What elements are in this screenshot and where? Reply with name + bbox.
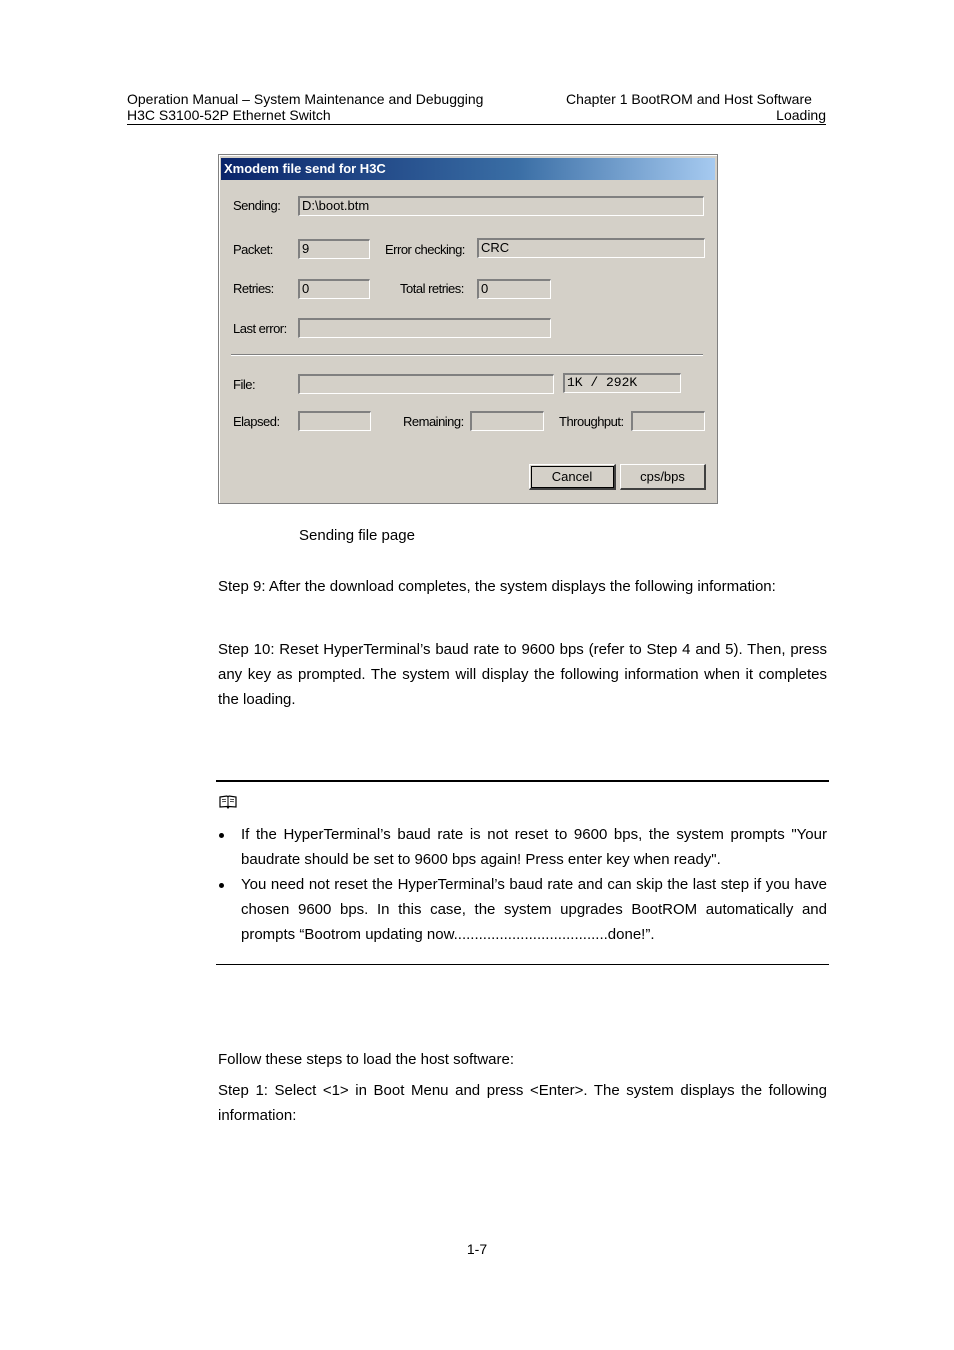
last-error-field — [298, 318, 551, 338]
list-item — [218, 822, 827, 872]
dialog-title: Xmodem file send for H3C — [221, 158, 715, 180]
packet-label: Packet: — [233, 242, 273, 257]
chapter-title-cont: Loading — [776, 107, 826, 123]
throughput-label: Throughput: — [559, 414, 624, 429]
total-retries-label: Total retries: — [400, 281, 464, 296]
sending-field: D:\boot.btm — [298, 196, 704, 216]
step1-text: Step 1: Select <1> in Boot Menu and press <Enter>. The system displays the following information: — [218, 1082, 827, 1124]
page-number: 1-7 — [466, 1241, 488, 1257]
header-right — [566, 91, 826, 123]
total-retries-field: 0 — [477, 279, 551, 299]
last-error-label: Last error: — [233, 321, 287, 336]
sending-label: Sending: — [233, 198, 281, 213]
error-checking-field: CRC — [477, 238, 705, 258]
note-item-text: You need not reset the HyperTerminal’s baud rate and can skip the last step if you have chosen 9600 bps. In this case, the system upgrades BootROM automatically and prompts “Bootrom updating now.....................................done!”. — [241, 876, 827, 943]
xmodem-dialog — [218, 154, 718, 504]
dialog-separator — [231, 354, 703, 356]
retries-label: Retries: — [233, 281, 274, 296]
error-checking-label: Error checking: — [385, 242, 465, 257]
note-top-rule — [216, 780, 829, 782]
file-label: File: — [233, 377, 256, 392]
header-left — [127, 91, 483, 123]
note-list — [218, 822, 827, 947]
note-bottom-rule — [216, 964, 829, 965]
follow-steps-text: Follow these steps to load the host software: — [218, 1051, 514, 1068]
remaining-field — [470, 411, 544, 431]
note-item-text: If the HyperTerminal’s baud rate is not reset to 9600 bps, the system prompts "Your baudrate should be set to 9600 bps again! Press enter key when ready". — [241, 826, 827, 868]
product-name: H3C S3100-52P Ethernet Switch — [127, 107, 331, 123]
file-progress-bar — [298, 374, 554, 394]
elapsed-label: Elapsed: — [233, 414, 280, 429]
file-progress-value: 1K / 292K — [563, 373, 681, 393]
header-divider — [127, 124, 826, 125]
figure-caption: Sending file page — [299, 527, 415, 544]
list-item — [218, 872, 827, 947]
manual-title: Operation Manual – System Maintenance and Debugging — [127, 91, 484, 107]
retries-field: 0 — [298, 279, 370, 299]
elapsed-field — [298, 411, 371, 431]
step9-text: Step 9: After the download completes, the system displays the following information: — [218, 578, 776, 595]
remaining-label: Remaining: — [403, 414, 464, 429]
throughput-field — [631, 411, 705, 431]
cps-bps-button[interactable]: cps/bps — [620, 464, 706, 490]
packet-field: 9 — [298, 239, 370, 259]
bullet-icon — [219, 883, 224, 888]
cancel-button[interactable]: Cancel — [529, 464, 616, 490]
chapter-title: Chapter 1 BootROM and Host Software — [566, 91, 812, 107]
book-icon — [219, 795, 237, 809]
bullet-icon — [219, 833, 224, 838]
step10-text: Step 10: Reset HyperTerminal’s baud rate to 9600 bps (refer to Step 4 and 5). Then, press any key as prompted. The system will display the following information when it completes the loading. — [218, 641, 827, 708]
